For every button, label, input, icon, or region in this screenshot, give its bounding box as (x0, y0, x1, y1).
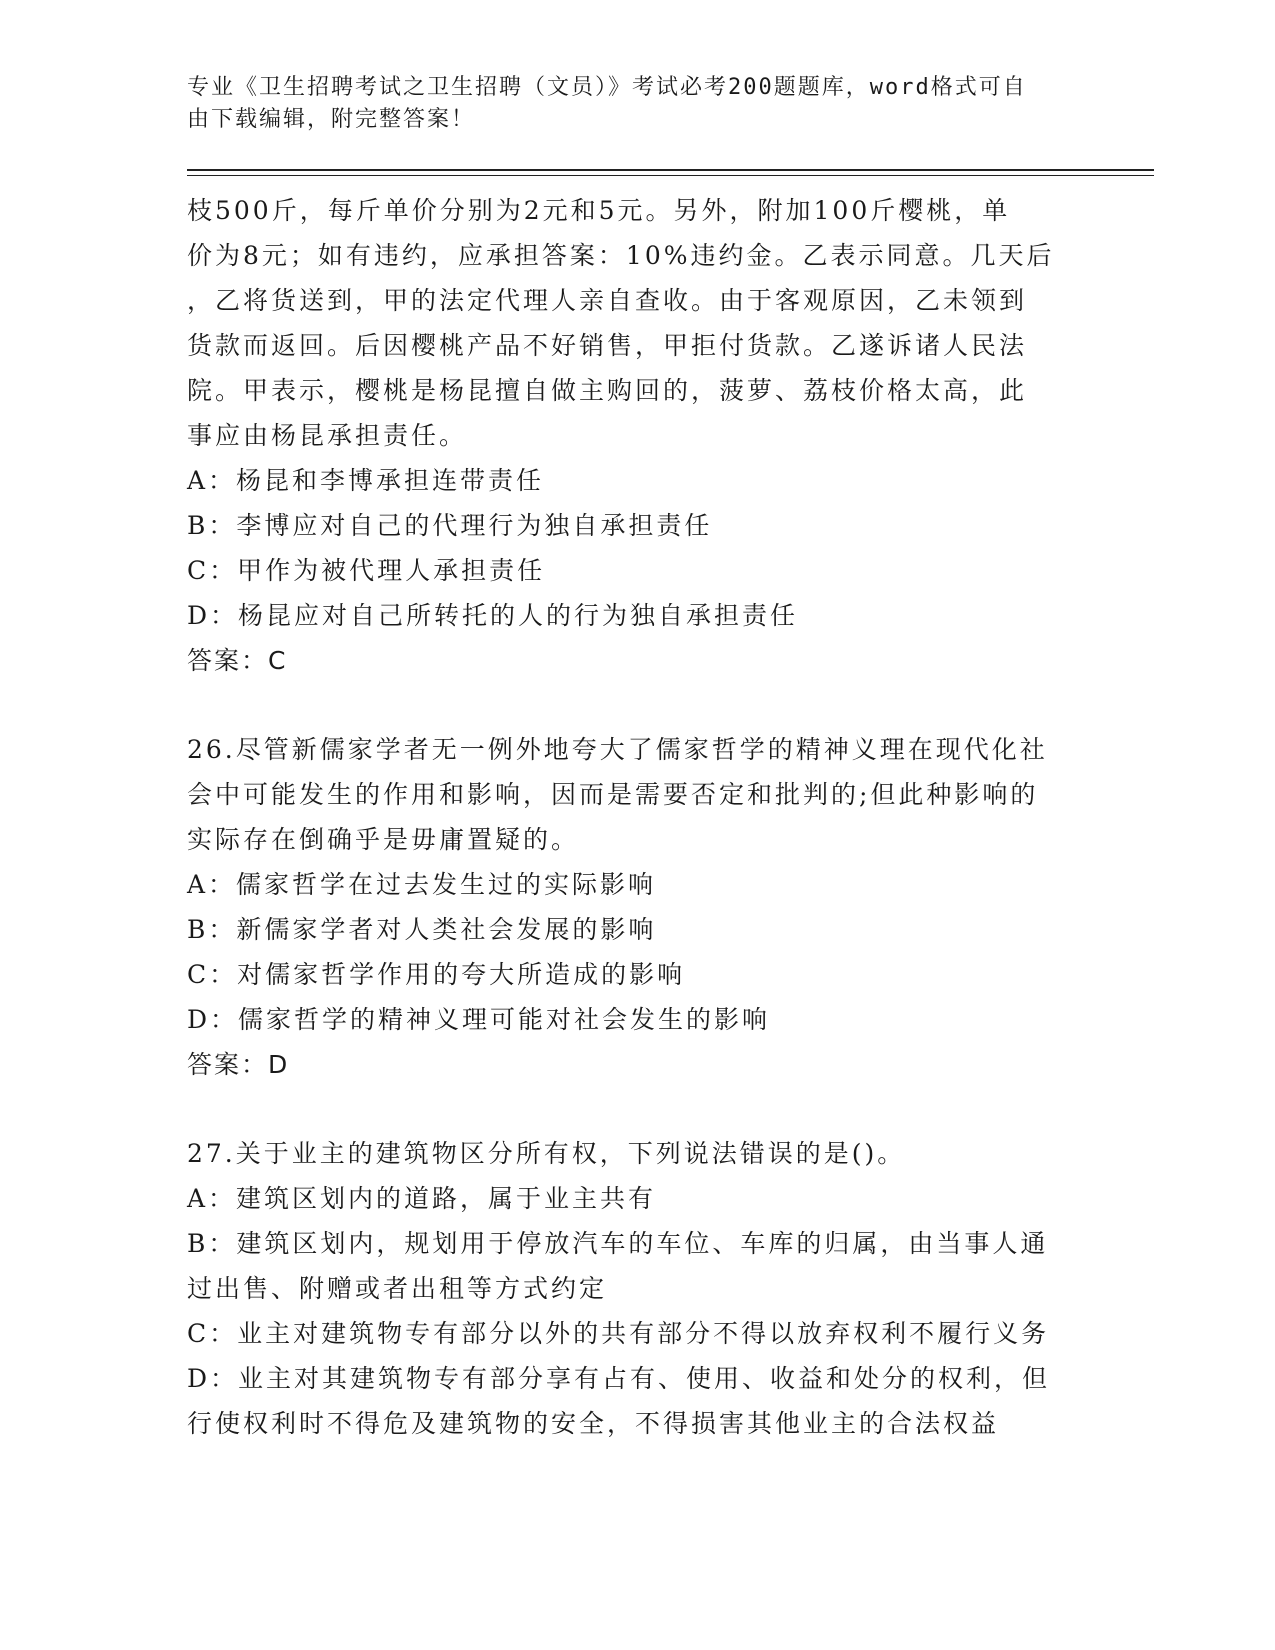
question-stem-line: 26.尽管新儒家学者无一例外地夸大了儒家哲学的精神义理在现代化社 (187, 735, 1048, 764)
document-header (187, 72, 1067, 136)
paragraph-gap (187, 1087, 1067, 1131)
answer-label: 答案：C (187, 646, 288, 675)
option-a: A：建筑区划内的道路，属于业主共有 (187, 1184, 657, 1213)
question-stem-line: 27.关于业主的建筑物区分所有权，下列说法错误的是()。 (187, 1139, 906, 1168)
question-stem-line: 事应由杨昆承担责任。 (187, 421, 468, 450)
question-stem-line: 院。甲表示，樱桃是杨昆擅自做主购回的，菠萝、荔枝价格太高，此 (187, 376, 1028, 405)
option-c: C：对儒家哲学作用的夸大所造成的影响 (187, 960, 686, 989)
header-rule-top (187, 169, 1154, 171)
header-line-1: 专业《卫生招聘考试之卫生招聘（文员）》考试必考200题题库，word格式可自 (187, 75, 1027, 100)
paragraph-gap (187, 683, 1067, 727)
question-stem-line: 实际存在倒确乎是毋庸置疑的。 (187, 825, 580, 854)
question-stem-line: 会中可能发生的作用和影响，因而是需要否定和批判的;但此种影响的 (187, 780, 1039, 809)
question-27 (187, 1131, 1067, 1446)
question-stem-line: 价为8元；如有违约，应承担答案：10%违约金。乙表示同意。几天后 (187, 241, 1055, 270)
option-d: D：儒家哲学的精神义理可能对社会发生的影响 (187, 1005, 771, 1034)
option-a: A：杨昆和李博承担连带责任 (187, 466, 545, 495)
option-b: B：李博应对自己的代理行为独自承担责任 (187, 511, 713, 540)
option-d-continued: 行使权利时不得危及建筑物的安全，不得损害其他业主的合法权益 (187, 1409, 1000, 1438)
question-stem-line: 货款而返回。后因樱桃产品不好销售，甲拒付货款。乙遂诉诸人民法 (187, 331, 1028, 360)
header-rule-bottom (187, 175, 1154, 176)
question-25 (187, 188, 1067, 683)
option-c: C：业主对建筑物专有部分以外的共有部分不得以放弃权利不履行义务 (187, 1319, 1050, 1348)
option-b: B：新儒家学者对人类社会发展的影响 (187, 915, 657, 944)
question-stem-line: ，乙将货送到，甲的法定代理人亲自查收。由于客观原因，乙未领到 (187, 286, 1028, 315)
document-body (187, 188, 1067, 1446)
option-d: D：杨昆应对自己所转托的人的行为独自承担责任 (187, 601, 799, 630)
option-c: C：甲作为被代理人承担责任 (187, 556, 546, 585)
option-d: D：业主对其建筑物专有部分享有占有、使用、收益和处分的权利，但 (187, 1364, 1051, 1393)
header-line-2: 由下载编辑，附完整答案！ (187, 107, 476, 132)
question-26 (187, 727, 1067, 1087)
answer-label: 答案：D (187, 1050, 290, 1079)
option-a: A：儒家哲学在过去发生过的实际影响 (187, 870, 657, 899)
option-b: B：建筑区划内，规划用于停放汽车的车位、车库的归属，由当事人通 (187, 1229, 1049, 1258)
option-b-continued: 过出售、附赠或者出租等方式约定 (187, 1274, 608, 1303)
question-stem-line: 枝500斤，每斤单价分别为2元和5元。另外，附加100斤樱桃，单 (187, 196, 1011, 225)
